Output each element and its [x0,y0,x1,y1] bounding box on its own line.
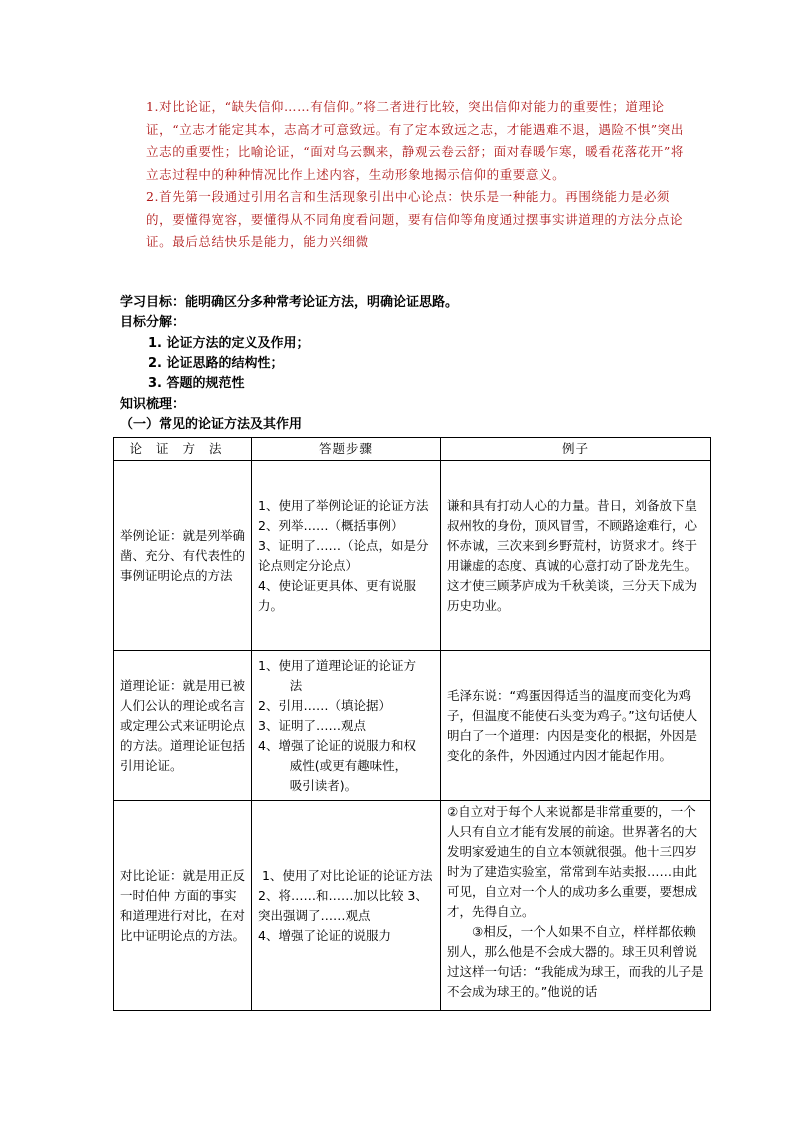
goal-item-2: 2. 论证思路的结构性； [148,356,284,371]
argument-methods-table [113,437,711,1011]
header-steps: 答题步骤 [252,438,441,461]
answer-paragraph-1: 1.对比论证，“缺失信仰……有信仰。”将二者进行比较，突出信仰对能力的重要性；道理论证，“立志才能定其本，志高才可意致远。有了定本致远之志，才能遇难不退，遇险不惧”突出立志的重要性；比喻论证，“面对乌云飘来，静观云卷云舒；面对春暖乍寒，暖看花落花开”将立志过程中的种种情况比作上述内容，生动形象地揭示信仰的重要意义。 [146,99,684,182]
header-example: 例子 [441,438,711,461]
table-header-row [114,438,711,461]
steps-cell: 1、使用了道理论证的论证方 法 2、引用……（填论据） 3、证明了……观点 4、增强了论证的说服力和权 威性(或更有趣味性， 吸引读者)。 [252,651,441,801]
example-paragraph: ③相反，一个人如果不自立，样样都依赖别人，那么他是不会成大器的。球王贝利曾说过这样一句话：“我能成为球王，而我的儿子是不会成为球王的。”他说的话 [447,924,704,999]
answer-block [146,96,686,254]
method-cell: 举例论证：就是列举确凿、充分、有代表性的事例证明论点的方法 [114,461,252,651]
table-row [114,651,711,801]
learning-goal: 学习目标：能明确区分多种常考论证方法，明确论证思路。 [120,295,459,310]
answer-paragraph-2: 2.首先第一段通过引用名言和生活现象引出中心论点：快乐是一种能力。再围绕能力是必须的，要懂得宽容，要懂得从不同角度看问题，要有信仰等角度通过摆事实讲道理的方法分点论证。最后总结快乐是能力，能力兴细微 [146,189,684,249]
goal-item-3: 3. 答题的规范性 [148,376,245,391]
goal-item-1: 1. 论证方法的定义及作用； [148,336,310,351]
method-cell: 对比论证：就是用正反一时伯仲 方面的事实和道理进行对比，在对比中证明论点的方法。 [114,801,252,1011]
example-cell: 毛泽东说：“鸡蛋因得适当的温度而变化为鸡子，但温度不能使石头变为鸡子。”这句话使人明白了一个道理：内因是变化的根据，外因是变化的条件，外因通过内因才能起作用。 [441,651,711,801]
example-cell [441,801,711,1011]
method-cell: 道理论证：就是用已被人们公认的理论或名言或定理公式来证明论点的方法。道理论证包括引用论证。 [114,651,252,801]
table-row [114,461,711,651]
table-row [114,801,711,1011]
example-cell: 谦和具有打动人心的力量。昔日，刘备放下皇叔州牧的身份，顶风冒雪，不顾路途难行，心怀赤诚，三次来到乡野荒村，访贤求才。终于用谦虚的态度、真诚的心意打动了卧龙先生。这才使三顾茅庐成为千秋美谈，三分天下成为历史功业。 [441,461,711,651]
knowledge-heading: 知识梳理： [120,397,186,412]
steps-cell: 1、使用了举例论证的论证方法 2、列举……（概括事例） 3、证明了……（论点，如是分论点则定分论点） 4、使论证更具体、更有说服力。 [252,461,441,651]
section-heading: （一）常见的论证方法及其作用 [120,417,303,432]
example-paragraph: ②自立对于每个人来说都是非常重要的，一个人只有自立才能有发展的前途。世界著名的大发明家爱迪生的自立本领就很强。他十三四岁时为了建造实验室，常常到车站卖报……由此可见，自立对一个人的成功多么重要，要想成才，先得自立。 [447,804,698,919]
header-method: 论证方法 [114,438,252,461]
goal-breakdown-heading: 目标分解： [120,315,186,330]
steps-cell: 1、使用了对比论证的论证方法 2、将……和……加以比较 3、突出强调了……观点 4、增强了论证的说服力 [252,801,441,1011]
